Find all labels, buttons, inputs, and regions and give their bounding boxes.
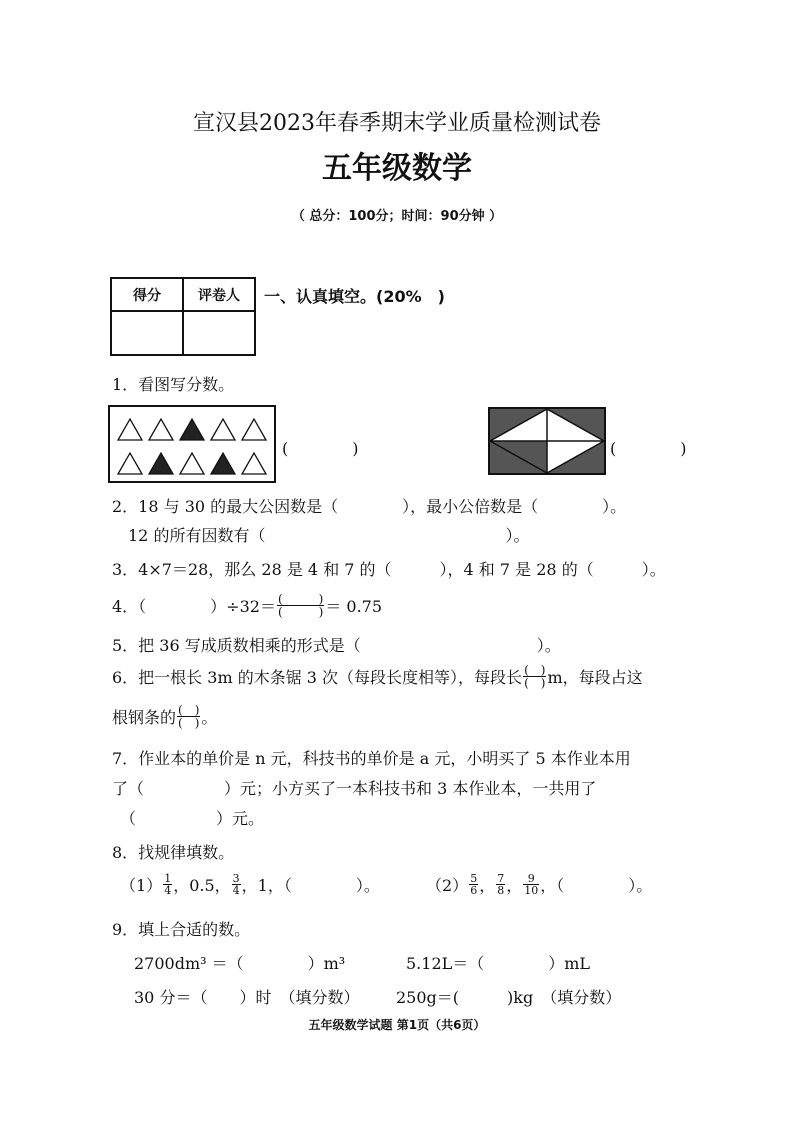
q8-p2-frac1: $\frac{5}{6}$ xyxy=(470,871,478,897)
q6-line2 xyxy=(112,698,217,734)
empty-triangle xyxy=(211,419,235,440)
q8-part2: （2） $\frac{5}{6}$ ， $\frac{7}{8}$ ， $\frac{9}{10}$ ，（ ）。 xyxy=(426,871,653,897)
q9-c[interactable]: 30 分＝（ ）时 （填分数） xyxy=(134,988,360,1007)
page-footer: 五年级数学试题 第1页（共6页） xyxy=(308,1018,486,1032)
empty-triangle xyxy=(118,453,142,474)
q2-line1: 2．18 与 30 的最大公因数是（ ），最小公倍数是（ ）。 xyxy=(112,497,627,516)
q6-fraction-2[interactable]: $\frac{( )}{( )}$ xyxy=(178,702,200,730)
score-table xyxy=(110,277,256,356)
empty-triangle xyxy=(242,453,266,474)
q8-p1-label: （1） xyxy=(120,875,163,895)
grader-cell[interactable] xyxy=(183,311,255,355)
q6-part2: m，每段占这 xyxy=(547,667,643,687)
q4-prefix: 4．（ ）÷32＝ xyxy=(112,596,276,616)
q6-fraction-1[interactable]: $\frac{( )}{( )}$ xyxy=(524,662,546,690)
q1-blank-a[interactable]: ( ) xyxy=(282,439,359,458)
q8-p1-frac1: $\frac{1}{4}$ xyxy=(164,871,172,897)
q8-p2-end[interactable]: ，（ ）。 xyxy=(540,875,653,895)
exam-title: 宣汉县2023年春季期末学业质量检测试卷 xyxy=(193,111,601,136)
triangles-figure xyxy=(108,405,276,483)
q6-part3: 根钢条的 xyxy=(112,707,177,727)
q1-blank-b[interactable]: ( ) xyxy=(610,439,687,458)
q9-text: 9．填上合适的数。 xyxy=(112,920,251,939)
q6-part1: 6．把一根长 3m 的木条锯 3 次（每段长度相等），每段长 xyxy=(112,667,523,687)
empty-triangle xyxy=(118,419,142,440)
triangles-svg xyxy=(110,407,274,481)
rectangle-svg xyxy=(488,407,606,475)
q9-b[interactable]: 5.12L＝（ ）mL xyxy=(406,954,591,973)
filled-triangle xyxy=(211,453,235,474)
q8-text: 8．找规律填数。 xyxy=(112,843,235,862)
q7-line1: 7．作业本的单价是 n 元，科技书的单价是 a 元，小明买了 5 本作业本用 xyxy=(112,749,631,768)
q6-line1 xyxy=(112,658,643,694)
q7-line2: 了（ ）元；小方买了一本科技书和 3 本作业本，一共用了 xyxy=(112,779,597,798)
q7-line3: （ ）元。 xyxy=(120,809,265,828)
q3-text: 3．4×7＝28，那么 28 是 4 和 7 的（ ），4 和 7 是 28 的（ ）。 xyxy=(112,560,666,579)
q5-text: 5．把 36 写成质数相乘的形式是（ ）。 xyxy=(112,636,561,655)
score-header: 得分 xyxy=(111,278,183,311)
empty-triangle xyxy=(180,453,204,474)
q8-p2-frac2: $\frac{7}{8}$ xyxy=(497,871,505,897)
empty-triangle xyxy=(242,419,266,440)
section-title: 一、认真填空。(20% ) xyxy=(264,287,445,306)
q9-d[interactable]: 250g＝( )kg （填分数） xyxy=(396,988,622,1007)
q4-fraction[interactable]: $\frac{( )}{( )}$ xyxy=(277,591,324,619)
q6-part4: 。 xyxy=(201,707,218,727)
subject-title: 五年级数学 xyxy=(322,151,472,186)
empty-triangle xyxy=(149,419,173,440)
rectangle-figure xyxy=(488,407,606,479)
q1-text: 1．看图写分数。 xyxy=(112,375,235,394)
q8-part1 xyxy=(120,866,380,902)
q4-line xyxy=(112,587,382,623)
exam-info: （ 总分：100分；时间：90分钟 ） xyxy=(291,209,503,224)
q8-p1-end[interactable]: ，1，（ ）。 xyxy=(241,875,380,895)
q8-p2-frac3: $\frac{9}{10}$ xyxy=(524,871,539,897)
score-cell[interactable] xyxy=(111,311,183,355)
q8-p1-mid: ，0.5， xyxy=(173,875,231,895)
q4-suffix: ＝ 0.75 xyxy=(325,596,383,616)
q8-p2-label: （2） xyxy=(426,875,469,895)
filled-triangle xyxy=(180,419,204,440)
q9-a[interactable]: 2700dm³ ＝（ ）m³ xyxy=(134,954,346,973)
q2-line2: 12 的所有因数有（ ）。 xyxy=(128,526,530,545)
filled-triangle xyxy=(149,453,173,474)
q8-p1-frac2: $\frac{3}{4}$ xyxy=(232,871,240,897)
grader-header: 评卷人 xyxy=(183,278,255,311)
